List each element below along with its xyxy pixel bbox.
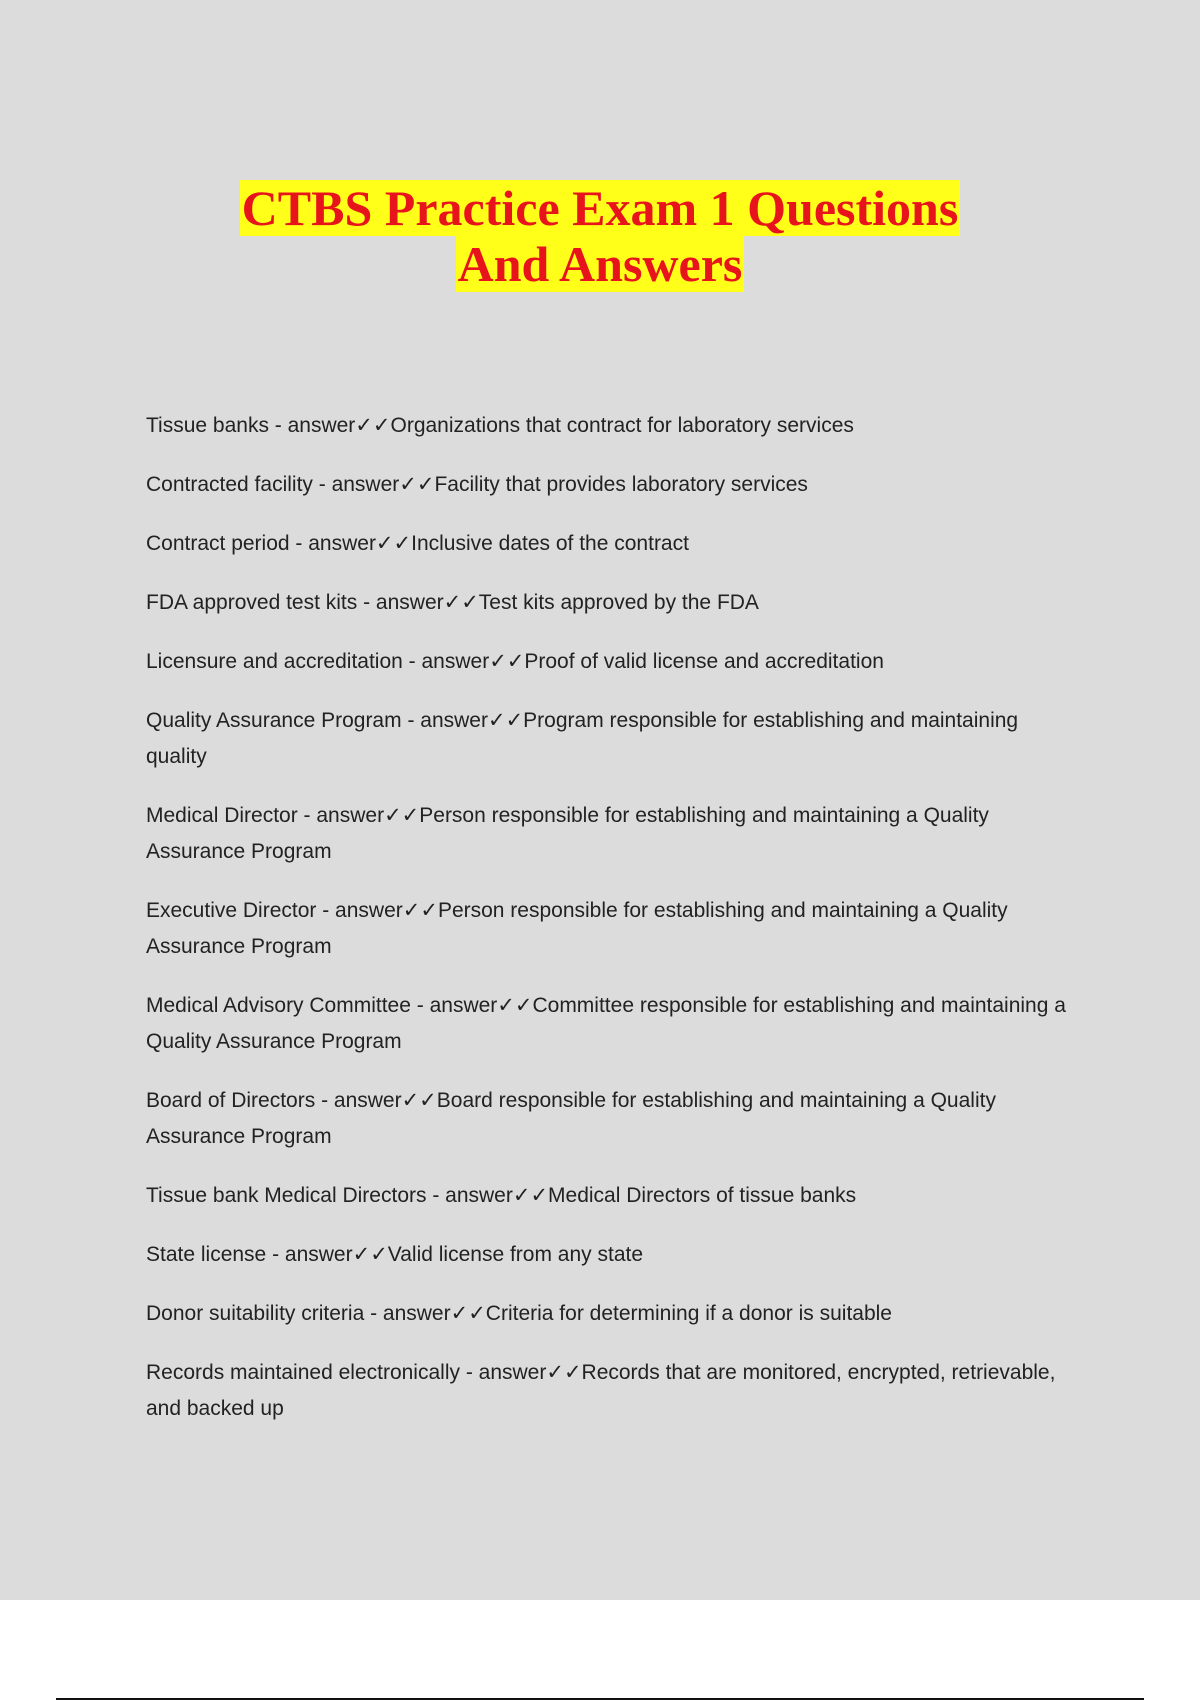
qa-item-medical-advisory-committee: Medical Advisory Committee - answer✓✓Committee responsible for establishing and maintaining a Quality Assurance Program — [146, 994, 1066, 1053]
qa-item-state-license: State license - answer✓✓Valid license from any state — [146, 1243, 644, 1266]
qa-item-board-of-directors: Board of Directors - answer✓✓Board responsible for establishing and maintaining a Quality Assurance Program — [146, 1089, 996, 1148]
qa-item-licensure: Licensure and accreditation - answer✓✓Proof of valid license and accreditation — [146, 650, 884, 673]
qa-item-tissue-bank-medical-directors: Tissue bank Medical Directors - answer✓✓Medical Directors of tissue banks — [146, 1184, 857, 1207]
qa-item-records-electronic: Records maintained electronically - answer✓✓Records that are monitored, encrypted, retrievable, and backed up — [146, 1361, 1056, 1420]
qa-item-tissue-banks: Tissue banks - answer✓✓Organizations that contract for laboratory services — [146, 414, 854, 437]
qa-item-fda-test-kits: FDA approved test kits - answer✓✓Test kits approved by the FDA — [146, 591, 759, 614]
qa-item-contract-period: Contract period - answer✓✓Inclusive dates of the contract — [146, 532, 689, 555]
qa-list — [146, 408, 1076, 1450]
qa-item-donor-suitability: Donor suitability criteria - answer✓✓Criteria for determining if a donor is suitable — [146, 1302, 892, 1325]
qa-item-medical-director: Medical Director - answer✓✓Person responsible for establishing and maintaining a Quality Assurance Program — [146, 804, 989, 863]
qa-item-contracted-facility: Contracted facility - answer✓✓Facility that provides laboratory services — [146, 473, 808, 496]
title-block — [0, 180, 1200, 292]
document-title: CTBS Practice Exam 1 Questions And Answers — [241, 180, 959, 292]
qa-item-executive-director: Executive Director - answer✓✓Person responsible for establishing and maintaining a Quality Assurance Program — [146, 899, 1008, 958]
qa-item-quality-assurance-program: Quality Assurance Program - answer✓✓Program responsible for establishing and maintaining quality — [146, 709, 1019, 768]
